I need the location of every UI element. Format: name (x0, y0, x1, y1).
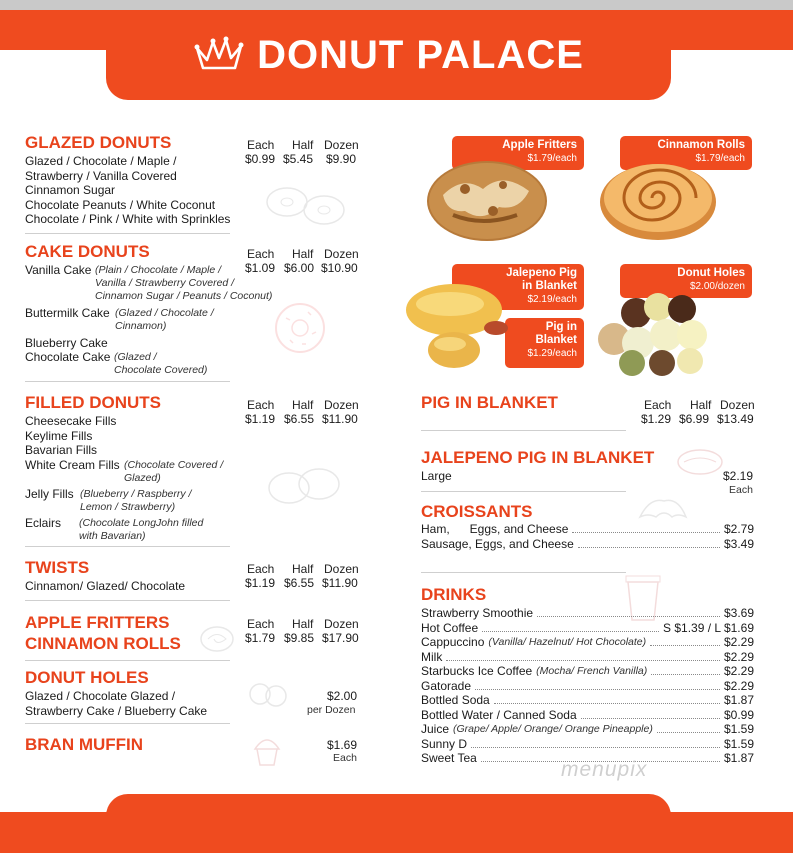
list-item: Bottled Water / Canned Soda $0.99 (421, 708, 754, 722)
donut-holes-photo (592, 285, 718, 377)
fritters-col-dozen: Dozen (324, 617, 359, 631)
white-cream-options: Glazed) (124, 472, 161, 484)
eclairs-options: (Chocolate LongJohn filled (79, 517, 204, 529)
twists-half-price: $6.55 (284, 576, 315, 590)
muffin-sketch-icon (250, 733, 284, 769)
list-item: Bavarian Fills (25, 443, 98, 457)
pig-each-price: $1.29 (641, 412, 672, 426)
bran-muffin-title: BRAN MUFFIN (25, 735, 144, 754)
pig-col-dozen: Dozen (720, 398, 755, 412)
apple-fritters-title: APPLE FRITTERS (25, 613, 170, 632)
vanilla-cake-options: Vanilla / Strawberry Covered / (95, 277, 235, 289)
eclairs-label: Eclairs (25, 516, 62, 530)
filled-col-each: Each (247, 398, 275, 412)
photo-label-cinnamon-rolls: Cinnamon Rolls $1.79/each (620, 136, 752, 170)
white-cream-options: (Chocolate Covered / (124, 459, 224, 471)
chocolate-cake-label: Chocolate Cake (25, 350, 111, 364)
list-item: Chocolate / Pink / White with Sprinkles (25, 212, 231, 226)
filled-half-price: $6.55 (284, 412, 315, 426)
glazed-col-half: Half (292, 138, 314, 152)
jalepeno-title: JALEPENO PIG IN BLANKET (421, 448, 655, 467)
jelly-options: (Blueberry / Raspberry / (80, 488, 192, 500)
chocolate-cake-options: (Glazed / (114, 351, 157, 363)
page-title: DONUT PALACE (257, 32, 584, 77)
pig-half-price: $6.99 (679, 412, 710, 426)
list-item: Starbucks Ice Coffee (Mocha/ French Vanilla) $2.29 (421, 664, 754, 678)
apple-fritter-photo (423, 155, 551, 245)
cake-col-half: Half (292, 247, 314, 261)
bran-price-unit: Each (333, 752, 357, 764)
filled-col-dozen: Dozen (324, 398, 359, 412)
glazed-col-dozen: Dozen (324, 138, 359, 152)
glazed-col-each: Each (247, 138, 275, 152)
photo-label-pig-in-blanket: Pig in Blanket $1.29/each (505, 318, 584, 368)
list-item: Chocolate Peanuts / White Coconut (25, 197, 216, 212)
twists-col-half: Half (292, 562, 314, 576)
cake-half-price: $6.00 (284, 261, 315, 275)
filled-col-half: Half (292, 398, 314, 412)
white-cream-label: White Cream Fills (25, 458, 120, 472)
divider (25, 233, 230, 234)
holes-flavors: Glazed / Chocolate Glazed / (25, 689, 176, 703)
fritters-col-each: Each (247, 617, 275, 631)
list-item: Strawberry / Vanilla Covered (25, 168, 177, 183)
buttermilk-cake-label: Buttermilk Cake (25, 306, 110, 320)
bran-price: $1.69 (327, 738, 358, 752)
filled-donut-sketch-icon (265, 462, 345, 508)
jelly-options: Lemon / Strawberry) (80, 501, 176, 513)
divider (421, 491, 626, 492)
holes-flavors: Strawberry Cake / Blueberry Cake (25, 704, 208, 718)
crown-icon (193, 36, 245, 74)
cinnamon-rolls-title: CINNAMON ROLLS (25, 634, 181, 653)
list-item: Gatorade $2.29 (421, 679, 754, 693)
twists-col-each: Each (247, 562, 275, 576)
photo-label-apple-fritters: Apple Fritters $1.79/each (452, 136, 584, 170)
filled-each-price: $1.19 (245, 412, 276, 426)
croissant-ham-row: Ham, Eggs, and Cheese $2.79 (421, 522, 754, 536)
glazed-each-price: $0.99 (245, 152, 276, 166)
header-card (106, 10, 671, 100)
list-item: Cinnamon Sugar (25, 183, 116, 197)
glazed-title: GLAZED DONUTS (25, 133, 172, 152)
list-item: Sunny D $1.59 (421, 737, 754, 751)
filled-flavors (25, 414, 116, 458)
cinnamon-roll-photo (597, 158, 719, 242)
list-item: Strawberry Smoothie $3.69 (421, 606, 754, 620)
list-item: Bottled Soda $1.87 (421, 693, 754, 707)
vanilla-cake-label: Vanilla Cake (25, 263, 92, 277)
pig-col-each: Each (644, 398, 672, 412)
footer-card (106, 794, 671, 853)
list-item: Sweet Tea $1.87 (421, 751, 754, 765)
photo-label-jalepeno-pig: Jalepeno Pig in Blanket $2.19/each (452, 264, 584, 310)
divider (25, 660, 230, 661)
cake-col-each: Each (247, 247, 275, 261)
list-item: Juice (Grape/ Apple/ Orange/ Orange Pineapple) $1.59 (421, 722, 754, 736)
blueberry-cake-label: Blueberry Cake (25, 336, 108, 350)
pig-sketch-icon (676, 444, 724, 480)
divider (421, 572, 626, 573)
divider (25, 723, 230, 724)
list-item: Glazed / Chocolate / Maple / (25, 154, 177, 168)
twists-flavors: Cinnamon/ Glazed/ Chocolate (25, 579, 186, 593)
eclairs-options: with Bavarian) (79, 530, 146, 542)
holes-price-unit: per Dozen (307, 704, 356, 716)
roll-sketch-icon (198, 624, 236, 654)
watermark: menupix (561, 758, 648, 781)
filled-dozen-price: $11.90 (322, 412, 358, 426)
twists-each-price: $1.19 (245, 576, 276, 590)
divider (421, 430, 626, 431)
fritters-each-price: $1.79 (245, 631, 276, 645)
jalepeno-size: Large (421, 469, 452, 483)
croissants-title: CROISSANTS (421, 502, 533, 521)
fritters-dozen-price: $17.90 (322, 631, 359, 645)
divider (25, 546, 230, 547)
list-item: Hot Coffee S $1.39 / L $1.69 (421, 621, 754, 635)
jalepeno-price-unit: Each (729, 484, 753, 496)
buttermilk-cake-options: Cinnamon) (115, 320, 167, 332)
twists-col-dozen: Dozen (324, 562, 359, 576)
croissant-sausage-row: Sausage, Eggs, and Cheese $3.49 (421, 537, 754, 551)
holes-price: $2.00 (327, 689, 358, 703)
twists-dozen-price: $11.90 (322, 576, 358, 590)
pig-in-blanket-title: PIG IN BLANKET (421, 393, 558, 412)
photo-label-donut-holes: Donut Holes $2.00/dozen (620, 264, 752, 298)
glazed-flavors (25, 154, 230, 227)
vanilla-cake-options: (Plain / Chocolate / Maple / (95, 264, 222, 276)
cake-dozen-price: $10.90 (321, 261, 358, 275)
holes-sketch-icon (246, 676, 290, 712)
twists-title: TWISTS (25, 558, 90, 577)
jalepeno-price: $2.19 (723, 469, 754, 483)
drinks-title: DRINKS (421, 585, 487, 604)
fritters-col-half: Half (292, 617, 314, 631)
pig-in-blanket-photo (404, 280, 512, 372)
chocolate-cake-options: Chocolate Covered) (114, 364, 208, 376)
buttermilk-cake-options: (Glazed / Chocolate / (115, 307, 214, 319)
cake-each-price: $1.09 (245, 261, 276, 275)
jelly-label: Jelly Fills (25, 487, 74, 501)
cake-title: CAKE DONUTS (25, 242, 150, 261)
divider (25, 381, 230, 382)
donut-sprinkle-icon (272, 300, 328, 356)
divider (25, 600, 230, 601)
list-item: Cheesecake Fills (25, 414, 117, 428)
filled-title: FILLED DONUTS (25, 393, 161, 412)
list-item: Keylime Fills (25, 428, 93, 443)
glazed-dozen-price: $9.90 (326, 152, 357, 166)
donut-sketch-icon (262, 180, 352, 230)
pig-dozen-price: $13.49 (717, 412, 754, 426)
top-strip (0, 0, 793, 10)
list-item: Cappuccino (Vanilla/ Hazelnut/ Hot Chocolate) $2.29 (421, 635, 754, 649)
vanilla-cake-options: Cinnamon Sugar / Peanuts / Coconut) (95, 290, 273, 302)
croissant-sketch-icon (636, 495, 690, 525)
glazed-half-price: $5.45 (283, 152, 314, 166)
pig-col-half: Half (690, 398, 712, 412)
fritters-half-price: $9.85 (284, 631, 315, 645)
list-item: Milk $2.29 (421, 650, 754, 664)
cake-col-dozen: Dozen (324, 247, 359, 261)
donut-holes-title: DONUT HOLES (25, 668, 149, 687)
